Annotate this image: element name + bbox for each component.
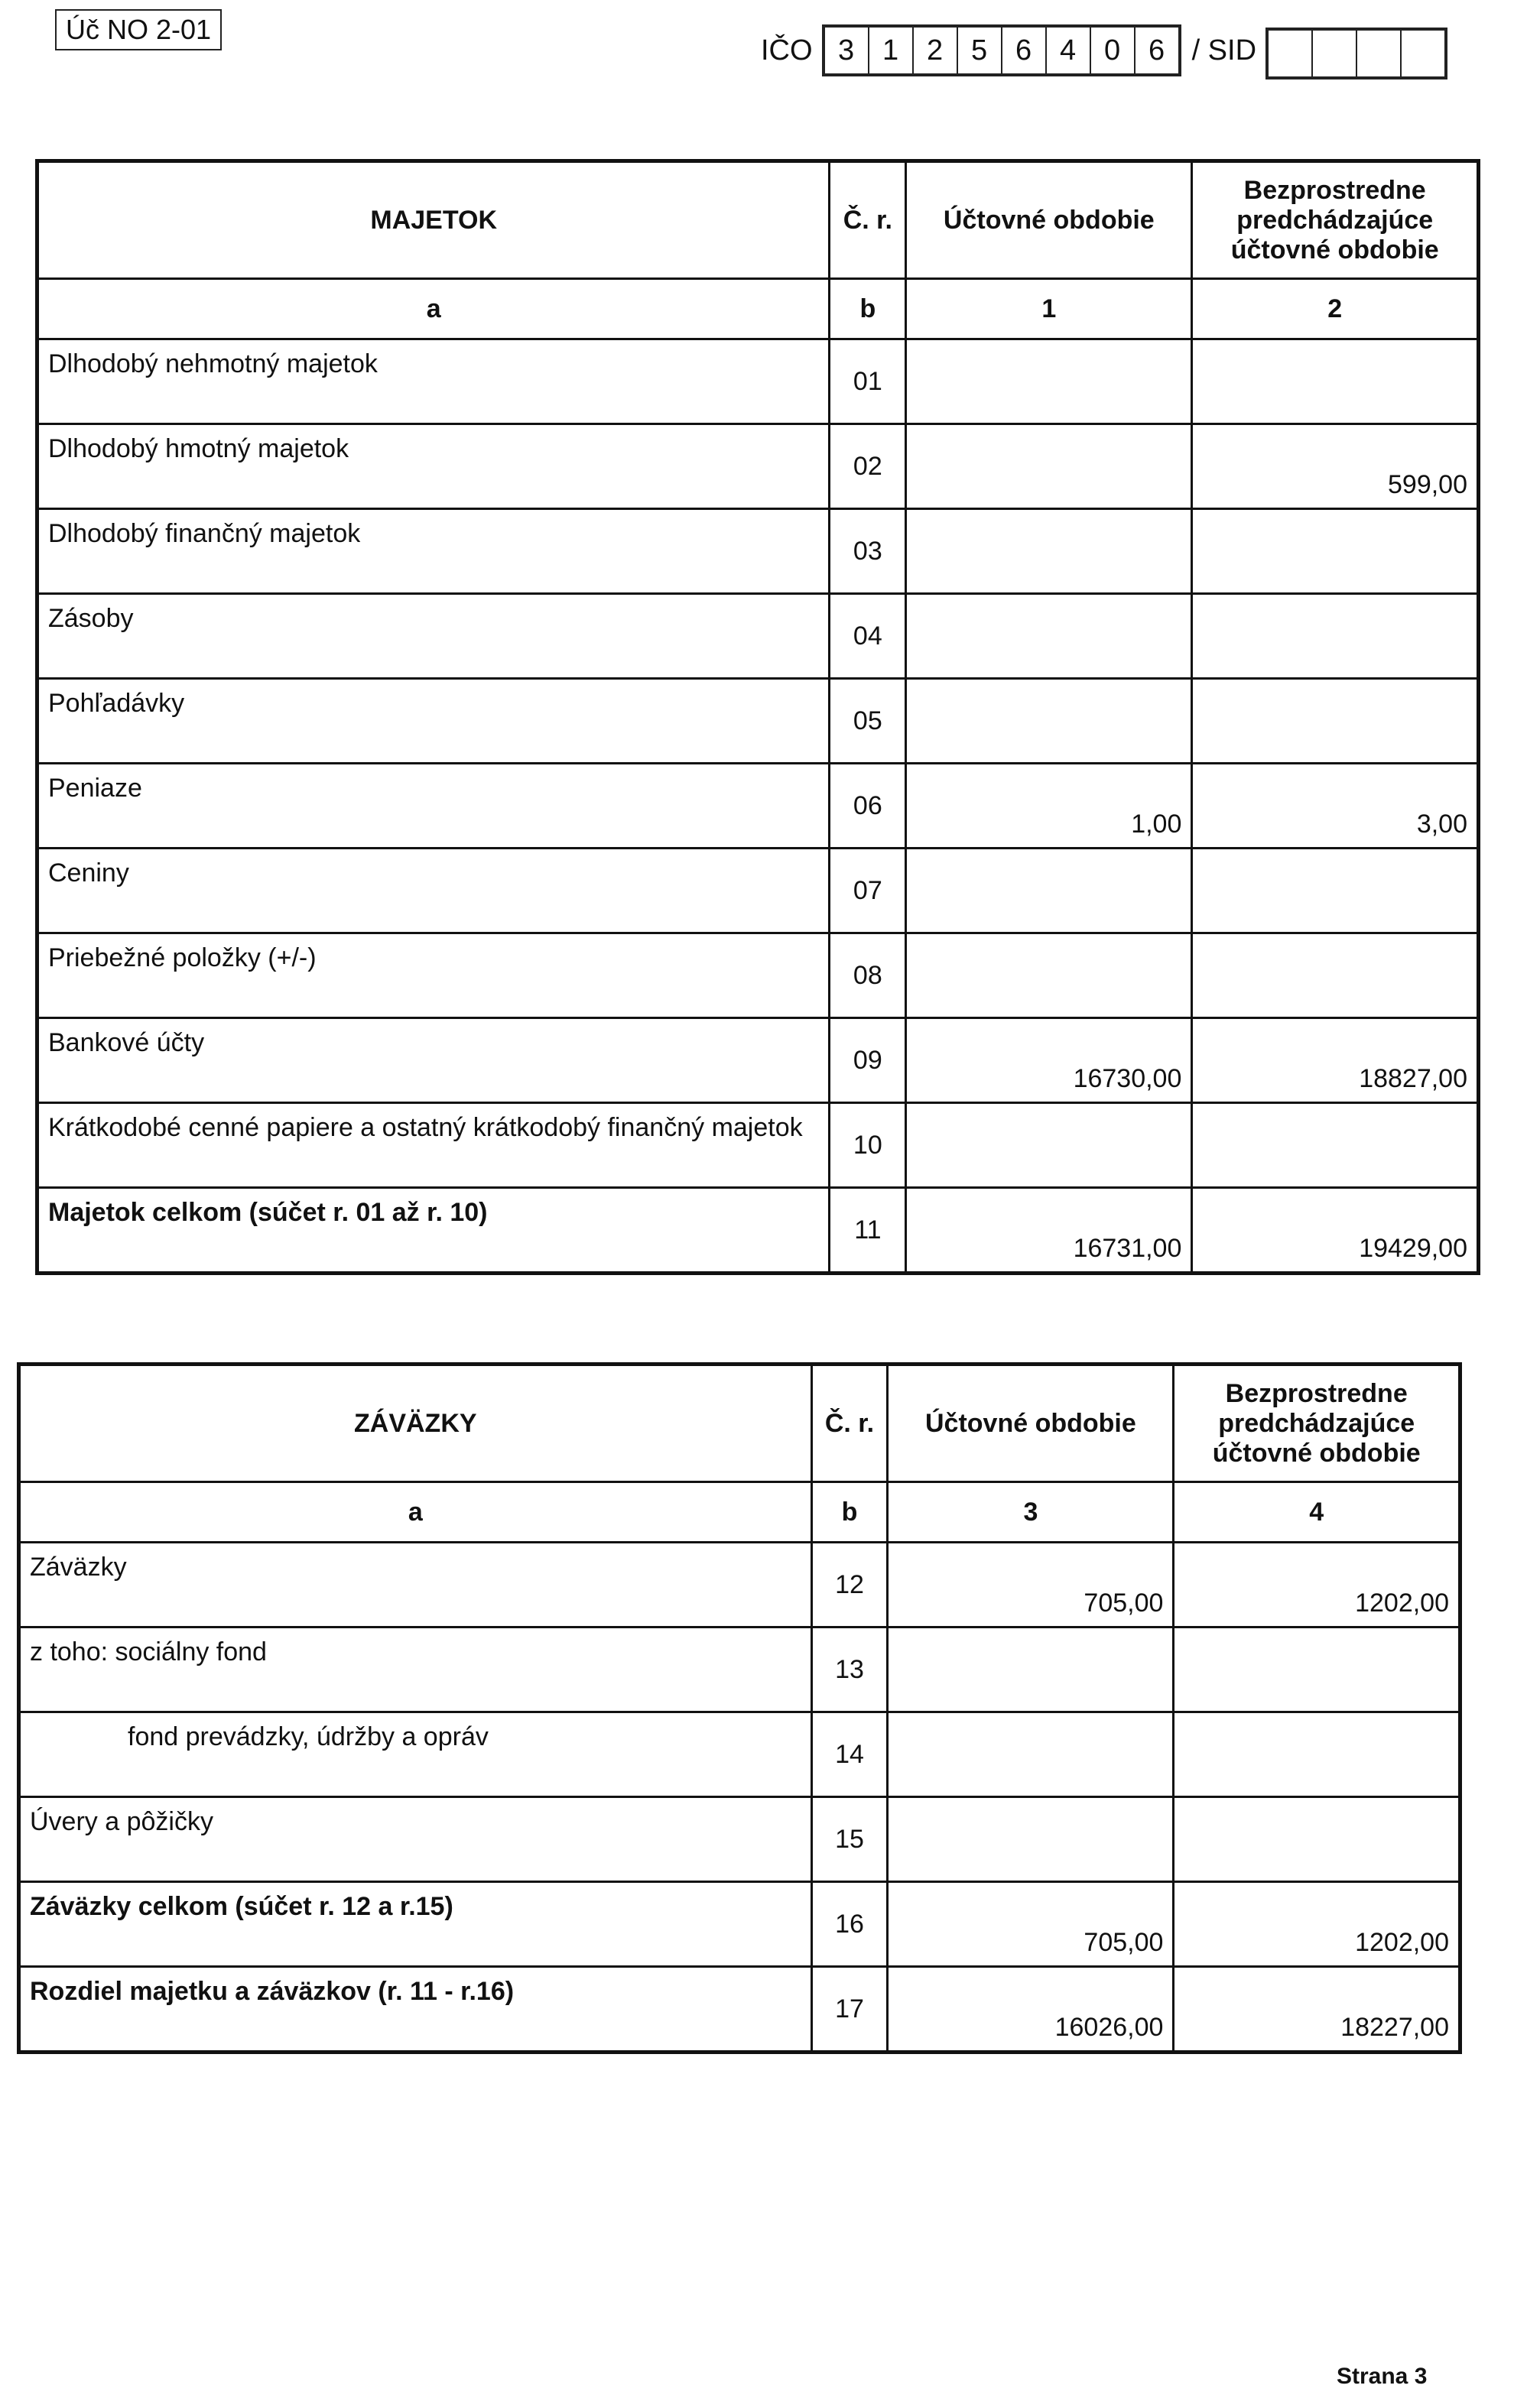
liabilities-table: [17, 1362, 1462, 2054]
previous-period-value: [1192, 849, 1479, 933]
table-row: [37, 424, 1479, 509]
current-period-value: [906, 1103, 1192, 1188]
current-period-value: 705,00: [888, 1543, 1174, 1628]
ico-digit: 6: [1148, 34, 1165, 67]
row-number: 12: [811, 1543, 888, 1628]
row-label: Dlhodobý finančný majetok: [37, 509, 830, 594]
row-label: Zásoby: [37, 594, 830, 679]
liabilities-header-name: ZÁVÄZKY: [19, 1365, 812, 1482]
row-number: 09: [830, 1018, 906, 1103]
previous-period-value: [1192, 1103, 1479, 1188]
row-label: fond prevádzky, údržby a opráv: [19, 1712, 812, 1797]
previous-period-value: 18227,00: [1174, 1967, 1460, 2053]
row-number: 14: [811, 1712, 888, 1797]
table-row: [19, 1967, 1460, 2053]
row-label: Záväzky: [19, 1543, 812, 1628]
form-code: Úč NO 2-01: [55, 9, 222, 50]
ico-digit: 3: [825, 28, 869, 73]
table-row: [37, 1188, 1479, 1274]
table-row: [37, 339, 1479, 424]
current-period-value: [906, 509, 1192, 594]
liabilities-header-cr: Č. r.: [811, 1365, 888, 1482]
previous-period-value: [1174, 1628, 1460, 1712]
assets-header-current: Účtovné obdobie: [906, 161, 1192, 279]
previous-period-value: [1174, 1797, 1460, 1882]
col-b: b: [811, 1482, 888, 1543]
previous-period-value: 1202,00: [1174, 1882, 1460, 1967]
table-row: [37, 1018, 1479, 1103]
row-number: 04: [830, 594, 906, 679]
row-number: 03: [830, 509, 906, 594]
row-label: Pohľadávky: [37, 679, 830, 764]
row-label: Dlhodobý hmotný majetok: [37, 424, 830, 509]
row-number: 11: [830, 1188, 906, 1274]
row-label: Úvery a pôžičky: [19, 1797, 812, 1882]
sid-box: [1313, 31, 1357, 76]
row-number: 06: [830, 764, 906, 849]
table-row: [37, 509, 1479, 594]
sid-box: [1357, 31, 1402, 76]
ico-digit-boxes: [822, 24, 1181, 76]
row-label: z toho: sociálny fond: [19, 1628, 812, 1712]
liabilities-header-previous: Bezprostredne predchádzajúce účtovné obdobie: [1174, 1365, 1460, 1482]
table-row: [19, 1712, 1460, 1797]
current-period-value: [906, 679, 1192, 764]
row-number: 15: [811, 1797, 888, 1882]
previous-period-value: [1192, 509, 1479, 594]
table-row: [37, 764, 1479, 849]
sid-box: [1402, 31, 1444, 76]
sid-box: [1269, 31, 1313, 76]
previous-period-value: [1192, 339, 1479, 424]
current-period-value: 16731,00: [906, 1188, 1192, 1274]
table-row: [37, 1103, 1479, 1188]
row-number: 01: [830, 339, 906, 424]
current-period-value: [888, 1712, 1174, 1797]
table-row: [37, 933, 1479, 1018]
previous-period-value: 599,00: [1192, 424, 1479, 509]
col-a: a: [19, 1482, 812, 1543]
current-period-value: [888, 1628, 1174, 1712]
current-period-value: 1,00: [906, 764, 1192, 849]
assets-header-name: MAJETOK: [37, 161, 830, 279]
previous-period-value: 18827,00: [1192, 1018, 1479, 1103]
assets-header-cr: Č. r.: [830, 161, 906, 279]
row-number: 16: [811, 1882, 888, 1967]
ico-digit: 2: [914, 28, 958, 73]
current-period-value: 705,00: [888, 1882, 1174, 1967]
liabilities-header-current: Účtovné obdobie: [888, 1365, 1174, 1482]
row-number: 13: [811, 1628, 888, 1712]
previous-period-value: [1192, 594, 1479, 679]
current-period-value: 16730,00: [906, 1018, 1192, 1103]
previous-period-value: 3,00: [1192, 764, 1479, 849]
row-number: 10: [830, 1103, 906, 1188]
current-period-value: [888, 1797, 1174, 1882]
col-3: 3: [888, 1482, 1174, 1543]
table-row: [37, 679, 1479, 764]
row-label: Bankové účty: [37, 1018, 830, 1103]
table-row: [19, 1628, 1460, 1712]
table-row: [19, 1797, 1460, 1882]
current-period-value: [906, 594, 1192, 679]
table-row: [37, 594, 1479, 679]
row-label: Rozdiel majetku a záväzkov (r. 11 - r.16): [19, 1967, 812, 2053]
row-number: 08: [830, 933, 906, 1018]
current-period-value: [906, 849, 1192, 933]
current-period-value: [906, 933, 1192, 1018]
row-label: Majetok celkom (súčet r. 01 až r. 10): [37, 1188, 830, 1274]
ico-digit: 5: [958, 28, 1002, 73]
table-row: [19, 1882, 1460, 1967]
previous-period-value: [1192, 933, 1479, 1018]
previous-period-value: 19429,00: [1192, 1188, 1479, 1274]
row-label: Priebežné položky (+/-): [37, 933, 830, 1018]
row-label: Krátkodobé cenné papiere a ostatný krátkodobý finančný majetok: [37, 1103, 830, 1188]
ico-label: IČO: [761, 34, 813, 67]
page-number: Strana 3: [1337, 2364, 1428, 2389]
col-1: 1: [906, 279, 1192, 339]
previous-period-value: [1174, 1712, 1460, 1797]
row-number: 05: [830, 679, 906, 764]
assets-header-previous: Bezprostredne predchádzajúce účtovné obdobie: [1192, 161, 1479, 279]
row-label: Peniaze: [37, 764, 830, 849]
current-period-value: 16026,00: [888, 1967, 1174, 2053]
ico-digit: 6: [1002, 28, 1047, 73]
table-row: [19, 1543, 1460, 1628]
col-b: b: [830, 279, 906, 339]
row-number: 07: [830, 849, 906, 933]
current-period-value: [906, 339, 1192, 424]
current-period-value: [906, 424, 1192, 509]
col-2: 2: [1192, 279, 1479, 339]
previous-period-value: 1202,00: [1174, 1543, 1460, 1628]
row-number: 02: [830, 424, 906, 509]
assets-table: [35, 159, 1480, 1275]
ico-digit: 0: [1091, 28, 1136, 73]
sid-label: / SID: [1191, 34, 1257, 67]
row-label: Ceniny: [37, 849, 830, 933]
sid-boxes: [1265, 28, 1447, 80]
ico-digit: 1: [869, 28, 914, 73]
row-label: Dlhodobý nehmotný majetok: [37, 339, 830, 424]
col-a: a: [37, 279, 830, 339]
previous-period-value: [1192, 679, 1479, 764]
ico-digit: 4: [1047, 28, 1091, 73]
row-number: 17: [811, 1967, 888, 2053]
col-4: 4: [1174, 1482, 1460, 1543]
row-label: Záväzky celkom (súčet r. 12 a r.15): [19, 1882, 812, 1967]
ico-field: [761, 21, 1447, 80]
table-row: [37, 849, 1479, 933]
